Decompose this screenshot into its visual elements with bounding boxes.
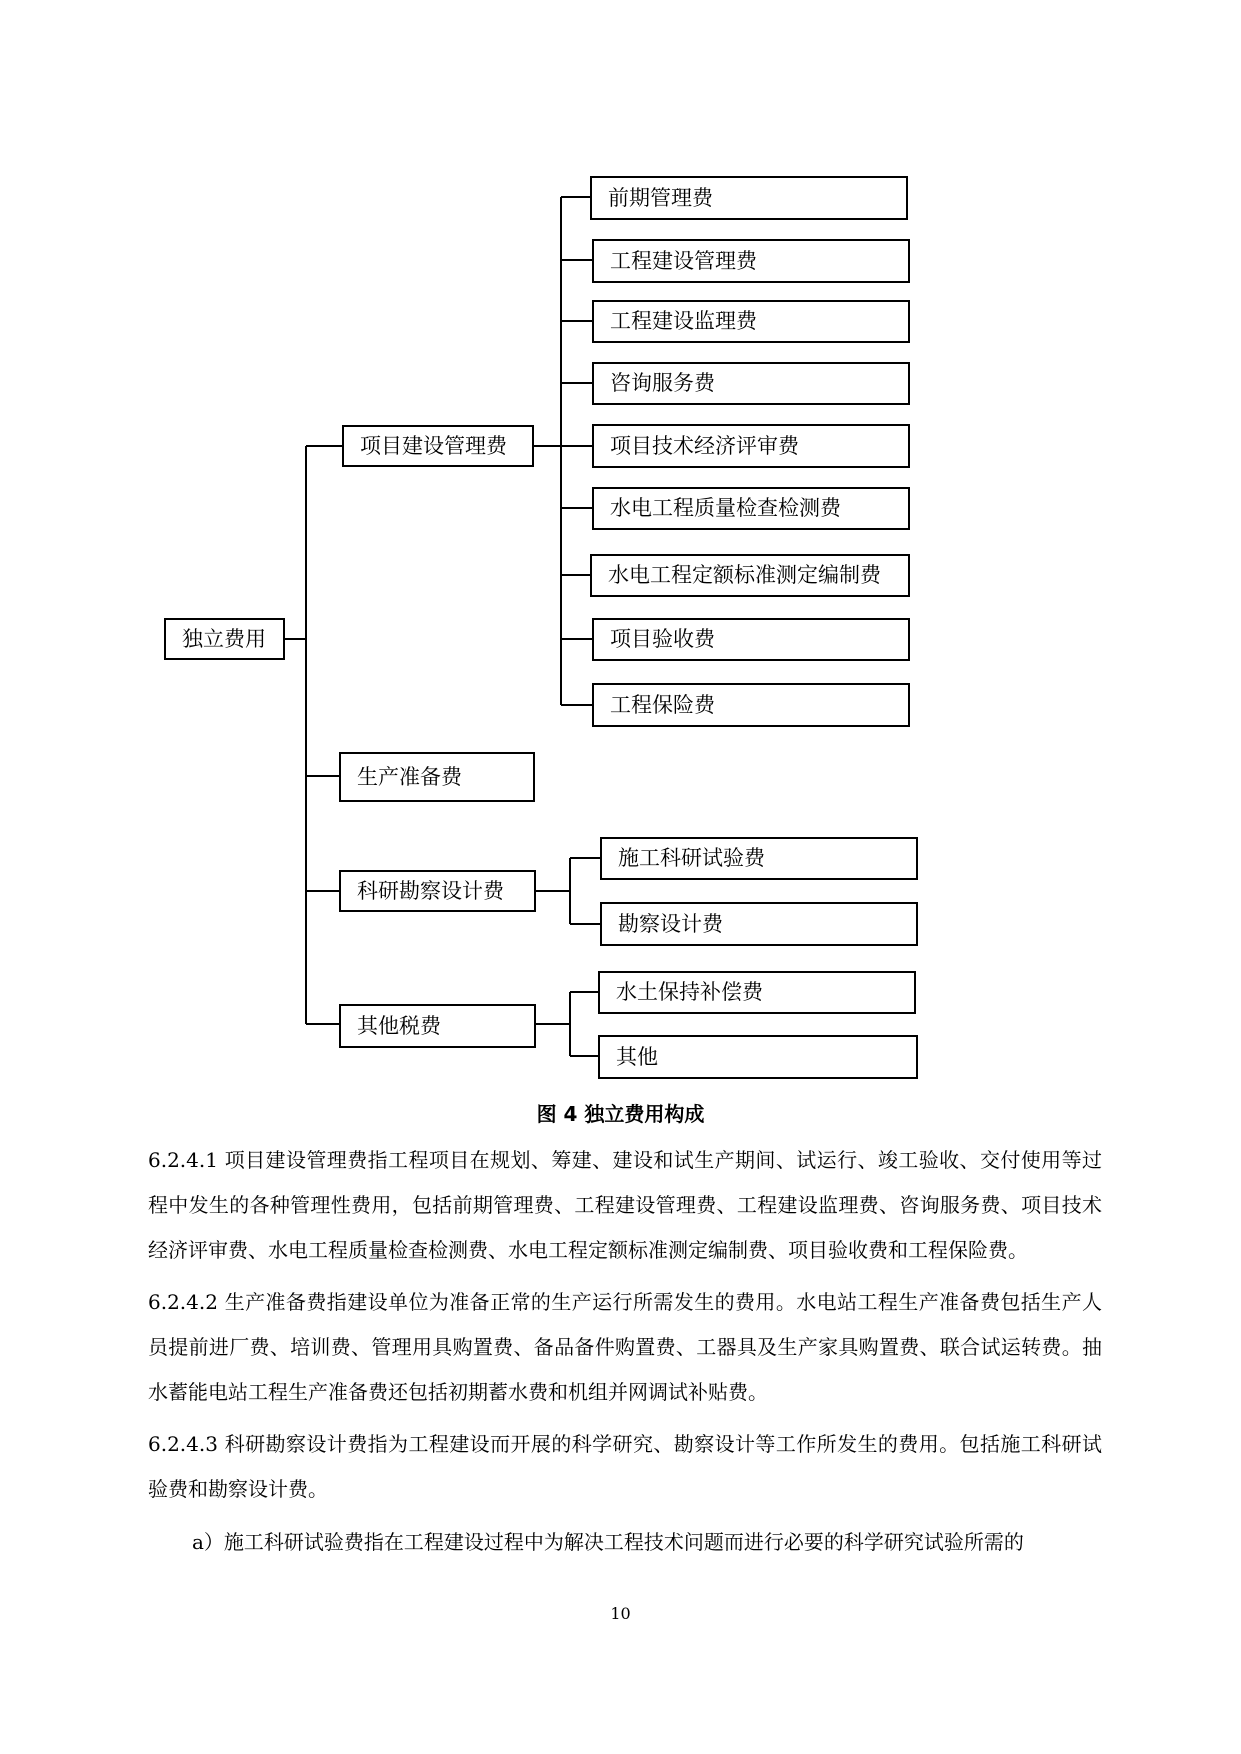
leaf-node: 工程建设管理费: [592, 239, 910, 283]
leaf-node: 施工科研试验费: [600, 837, 918, 880]
page-number: 10: [610, 1604, 631, 1623]
leaf-node: 其他: [598, 1035, 918, 1079]
leaf-node: 工程建设监理费: [592, 300, 910, 343]
leaf-node: 勘察设计费: [600, 902, 918, 946]
leaf-node: 水电工程定额标准测定编制费: [590, 554, 910, 597]
category-node-project-management: 项目建设管理费: [342, 425, 534, 467]
body-text: [148, 1138, 1102, 1572]
category-node-research-design: 科研勘察设计费: [339, 870, 536, 912]
leaf-node: 咨询服务费: [592, 362, 910, 405]
leaf-node: 工程保险费: [592, 683, 910, 727]
category-node-other-taxes: 其他税费: [339, 1004, 536, 1048]
root-node-box: 独立费用: [164, 618, 285, 660]
category-node-production-preparation: 生产准备费: [339, 752, 535, 802]
leaf-node: 前期管理费: [590, 176, 908, 220]
leaf-node: 水土保持补偿费: [598, 971, 916, 1014]
paragraph: 6.2.4.1 项目建设管理费指工程项目在规划、筹建、建设和试生产期间、试运行、竣工验收、交付使用等过程中发生的各种管理性费用，包括前期管理费、工程建设管理费、工程建设监理费、咨询服务费、项目技术经济评审费、水电工程质量检查检测费、水电工程定额标准测定编制费、项目验收费和工程保险费。: [148, 1148, 1102, 1262]
figure-caption: 图 4 独立费用构成: [536, 1102, 705, 1126]
leaf-node: 项目验收费: [592, 618, 910, 661]
leaf-node: 水电工程质量检查检测费: [592, 487, 910, 530]
paragraph: a）施工科研试验费指在工程建设过程中为解决工程技术问题而进行必要的科学研究试验所需的: [192, 1530, 1024, 1554]
leaf-node: 项目技术经济评审费: [592, 424, 910, 468]
paragraph: 6.2.4.3 科研勘察设计费指为工程建设而开展的科学研究、勘察设计等工作所发生的费用。包括施工科研试验费和勘察设计费。: [148, 1432, 1102, 1501]
paragraph: 6.2.4.2 生产准备费指建设单位为准备正常的生产运行所需发生的费用。水电站工程生产准备费包括生产人员提前进厂费、培训费、管理用具购置费、备品备件购置费、工器具及生产家具购置费、联合试运转费。抽水蓄能电站工程生产准备费还包括初期蓄水费和机组并网调试补贴费。: [148, 1290, 1102, 1404]
